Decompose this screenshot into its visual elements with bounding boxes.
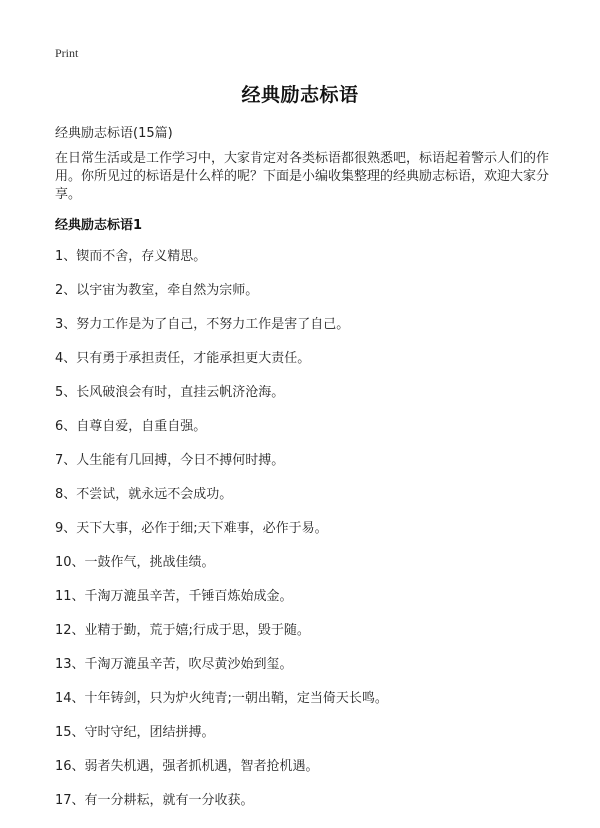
list-item: 4、只有勇于承担责任，才能承担更大责任。 bbox=[55, 351, 311, 366]
slogan-list bbox=[55, 240, 555, 818]
list-item: 15、守时守纪，团结拼搏。 bbox=[55, 725, 215, 740]
print-link[interactable]: Print bbox=[55, 46, 79, 60]
list-item: 8、不尝试，就永远不会成功。 bbox=[55, 487, 233, 502]
section-heading: 经典励志标语1 bbox=[55, 218, 143, 233]
list-item: 3、努力工作是为了自己，不努力工作是害了自己。 bbox=[55, 317, 350, 332]
page-title: 经典励志标语 bbox=[241, 84, 359, 106]
list-item: 13、千淘万漉虽辛苦，吹尽黄沙始到玺。 bbox=[55, 657, 293, 672]
list-item: 14、十年铸剑，只为炉火纯青;一朝出鞘，定当倚天长鸣。 bbox=[55, 691, 388, 706]
list-item: 7、人生能有几回搏，今日不搏何时搏。 bbox=[55, 453, 285, 468]
list-item: 16、弱者失机遇，强者抓机遇，智者抢机遇。 bbox=[55, 759, 319, 774]
list-item: 12、业精于勤，荒于嬉;行成于思，毁于随。 bbox=[55, 623, 310, 638]
intro-paragraph: 在日常生活或是工作学习中，大家肯定对各类标语都很熟悉吧，标语起着警示人们的作用。你所见过的标语是什么样的呢？下面是小编收集整理的经典励志标语，欢迎大家分享。 bbox=[55, 151, 550, 202]
document-subtitle: 经典励志标语(15篇) bbox=[55, 126, 173, 141]
list-item: 11、千淘万漉虽辛苦，千锤百炼始成金。 bbox=[55, 589, 293, 604]
list-item: 10、一鼓作气，挑战佳绩。 bbox=[55, 555, 215, 570]
list-item: 5、长风破浪会有时，直挂云帆济沧海。 bbox=[55, 385, 285, 400]
list-item: 6、自尊自爱，自重自强。 bbox=[55, 419, 207, 434]
list-item: 9、天下大事，必作于细;天下难事，必作于易。 bbox=[55, 521, 328, 536]
list-item: 17、有一分耕耘，就有一分收获。 bbox=[55, 793, 254, 808]
list-item: 1、锲而不舍，存义精思。 bbox=[55, 249, 207, 264]
list-item: 2、以宇宙为教室，牵自然为宗师。 bbox=[55, 283, 259, 298]
